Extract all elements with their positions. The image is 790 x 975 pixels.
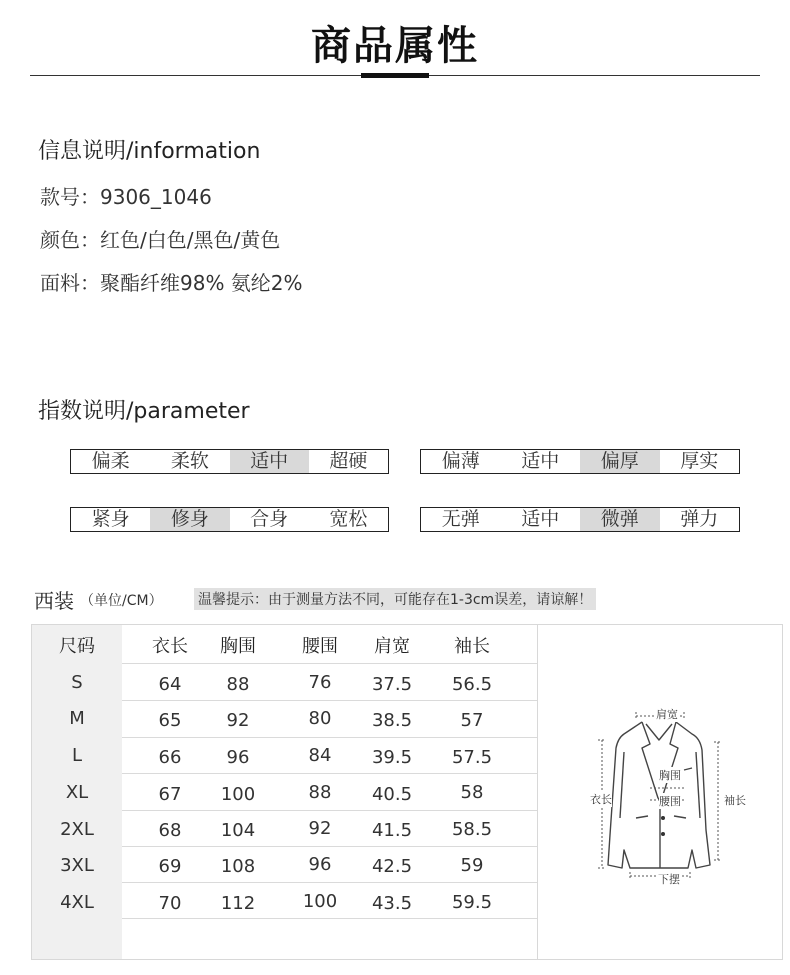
table-cell: 104 bbox=[220, 820, 256, 841]
row-divider bbox=[122, 737, 537, 738]
table-cell: 88 bbox=[226, 674, 250, 695]
table-cell: 38.5 bbox=[371, 710, 413, 731]
scale-option: 宽松 bbox=[329, 508, 368, 530]
size-label: 2XL bbox=[60, 819, 94, 840]
scale-option: 无弹 bbox=[441, 508, 480, 530]
table-cell: 92 bbox=[308, 818, 332, 839]
table-cell: 57 bbox=[460, 710, 484, 731]
size-label: 4XL bbox=[60, 892, 94, 913]
scale-softness bbox=[70, 449, 389, 474]
scale-option: 适中 bbox=[521, 508, 560, 530]
table-cell: 100 bbox=[302, 891, 338, 912]
column-header: 尺码 bbox=[59, 636, 95, 657]
column-header: 肩宽 bbox=[374, 636, 410, 657]
table-cell: 41.5 bbox=[371, 820, 413, 841]
size-label: L bbox=[71, 745, 83, 766]
size-unit: （单位/CM） bbox=[80, 593, 163, 609]
scale-fit bbox=[70, 507, 389, 532]
column-header: 腰围 bbox=[302, 636, 338, 657]
scale-option: 偏薄 bbox=[441, 450, 480, 472]
table-cell: 68 bbox=[158, 820, 182, 841]
table-cell: 37.5 bbox=[371, 674, 413, 695]
buttons-icon bbox=[661, 816, 665, 836]
table-cell: 56.5 bbox=[451, 674, 493, 695]
table-cell: 42.5 bbox=[371, 856, 413, 877]
scale-thickness bbox=[420, 449, 740, 474]
table-cell: 96 bbox=[308, 854, 332, 875]
table-cell: 58.5 bbox=[451, 819, 493, 840]
info-heading: 信息说明/information bbox=[38, 139, 261, 164]
row-divider bbox=[122, 773, 537, 774]
size-title: 西装 bbox=[34, 589, 74, 613]
table-cell: 84 bbox=[308, 745, 332, 766]
scale-option: 厚实 bbox=[680, 450, 719, 472]
table-cell: 65 bbox=[158, 710, 182, 731]
diagram-waist-label: 腰围 bbox=[659, 795, 681, 808]
scale-option: 紧身 bbox=[91, 508, 130, 530]
table-cell: 39.5 bbox=[371, 747, 413, 768]
size-label: 3XL bbox=[60, 855, 94, 876]
page-title: 商品属性 bbox=[311, 23, 479, 69]
table-cell: 58 bbox=[460, 782, 484, 803]
column-header: 胸围 bbox=[220, 636, 256, 657]
table-cell: 100 bbox=[220, 784, 256, 805]
params-heading: 指数说明/parameter bbox=[38, 399, 250, 424]
row-divider bbox=[122, 918, 537, 919]
title-divider-accent bbox=[361, 73, 429, 78]
row-divider bbox=[122, 882, 537, 883]
diagram-chest-label: 胸围 bbox=[659, 769, 681, 782]
row-divider bbox=[122, 810, 537, 811]
column-header: 袖长 bbox=[454, 636, 490, 657]
table-cell: 40.5 bbox=[371, 784, 413, 805]
table-cell: 80 bbox=[308, 708, 332, 729]
size-label: XL bbox=[65, 782, 89, 803]
table-cell: 57.5 bbox=[451, 747, 493, 768]
table-cell: 43.5 bbox=[371, 893, 413, 914]
table-cell: 64 bbox=[158, 674, 182, 695]
size-label: S bbox=[71, 672, 83, 693]
info-style-number: 款号：9306_1046 bbox=[40, 185, 212, 209]
table-cell: 96 bbox=[226, 747, 250, 768]
table-cell: 69 bbox=[158, 856, 182, 877]
scale-option: 柔软 bbox=[170, 450, 209, 472]
scale-option: 弹力 bbox=[680, 508, 719, 530]
row-divider bbox=[122, 700, 537, 701]
scale-option: 合身 bbox=[250, 508, 289, 530]
scale-option-selected: 微弹 bbox=[580, 508, 660, 531]
table-cell: 59.5 bbox=[451, 892, 493, 913]
scale-option: 偏柔 bbox=[91, 450, 130, 472]
diagram-length-label: 衣长 bbox=[590, 793, 612, 806]
table-cell: 59 bbox=[460, 855, 484, 876]
column-header: 衣长 bbox=[152, 636, 188, 657]
table-cell: 108 bbox=[220, 856, 256, 877]
table-cell: 92 bbox=[226, 710, 250, 731]
diagram-shoulder-label: 肩宽 bbox=[656, 708, 678, 721]
size-label: M bbox=[69, 708, 85, 729]
size-tip: 温馨提示：由于测量方法不同，可能存在1-3cm误差，请谅解！ bbox=[194, 588, 596, 610]
scale-option: 超硬 bbox=[329, 450, 368, 472]
table-cell: 66 bbox=[158, 747, 182, 768]
table-divider bbox=[537, 625, 538, 959]
scale-option: 适中 bbox=[521, 450, 560, 472]
table-cell: 112 bbox=[220, 893, 256, 914]
table-cell: 70 bbox=[158, 893, 182, 914]
diagram-hem-label: 下摆 bbox=[658, 873, 680, 886]
table-cell: 67 bbox=[158, 784, 182, 805]
row-divider bbox=[122, 846, 537, 847]
scale-elasticity bbox=[420, 507, 740, 532]
info-colors: 颜色：红色/白色/黑色/黄色 bbox=[40, 228, 281, 252]
row-divider bbox=[122, 663, 537, 664]
diagram-sleeve-label: 袖长 bbox=[724, 794, 746, 807]
table-cell: 88 bbox=[308, 782, 332, 803]
scale-option-selected: 适中 bbox=[230, 450, 309, 473]
scale-option-selected: 修身 bbox=[150, 508, 229, 531]
scale-option-selected: 偏厚 bbox=[580, 450, 660, 473]
info-fabric: 面料：聚酯纤维98% 氨纶2% bbox=[40, 271, 303, 295]
table-cell: 76 bbox=[308, 672, 332, 693]
